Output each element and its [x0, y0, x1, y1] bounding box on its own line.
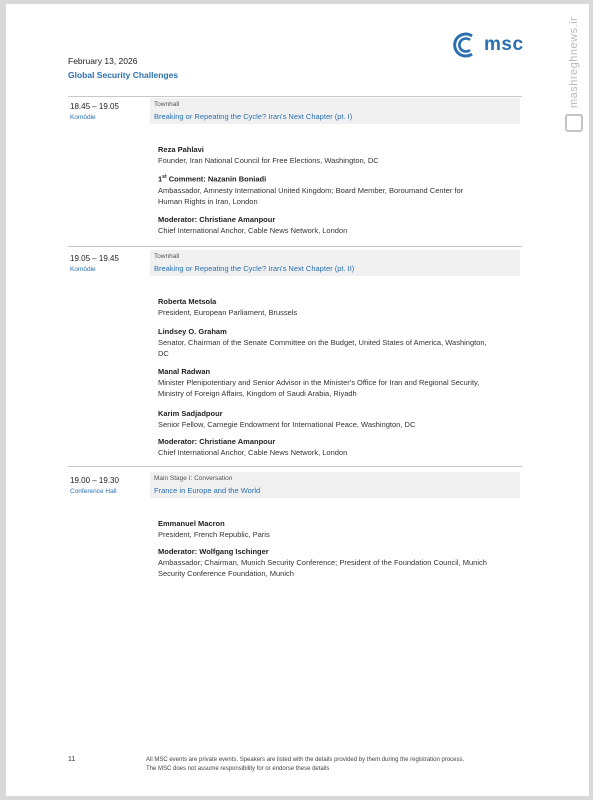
speaker-name: Emmanuel Macron — [158, 519, 225, 528]
speaker-role: Human Rights in Iran, London — [158, 196, 258, 206]
speaker-name: Lindsey O. Graham — [158, 327, 227, 336]
speaker-entry — [158, 326, 528, 359]
speaker-entry — [158, 296, 528, 318]
speaker-name: Moderator: Christiane Amanpour — [158, 437, 276, 446]
session-title: Breaking or Repeating the Cycle? Iran's Next Chapter (pt. I) — [154, 112, 353, 121]
speaker-entry — [158, 408, 528, 430]
session-type: Townhall — [154, 101, 180, 108]
speaker-name: Reza Pahlavi — [158, 145, 204, 154]
session-room: Conference Hall — [70, 488, 117, 495]
footer-disclaimer — [146, 756, 526, 774]
speaker-entry — [158, 214, 528, 236]
session-room: Komödie — [70, 114, 96, 121]
speaker-role: Ministry of Foreign Affairs, Kingdom of Saudi Arabia, Riyadh — [158, 389, 357, 398]
footer-disclaimer-line: All MSC events are private events. Speakers are listed with the details provided by them during the registration process. — [146, 757, 465, 763]
speaker-entry — [158, 518, 528, 540]
session-header-box — [150, 98, 520, 124]
speaker-role: Senator, Chairman of the Senate Committee on the Budget, United States of America, Washington, — [158, 338, 487, 347]
document-page — [6, 4, 589, 796]
session-type: Main Stage I: Conversation — [154, 475, 233, 482]
session-header-box — [150, 472, 520, 498]
speaker-name: Moderator: Wolfgang Ischinger — [158, 547, 269, 556]
msc-logo-icon — [450, 30, 480, 60]
speaker-role: President, European Parliament, Brussels — [158, 308, 298, 317]
session-room: Komödie — [70, 266, 96, 273]
session-type: Townhall — [154, 253, 180, 260]
speaker-entry — [158, 144, 528, 166]
watermark-text: mashreghnews.ir — [568, 16, 580, 108]
page-number: 11 — [68, 756, 76, 763]
session-title: France in Europe and the World — [154, 486, 261, 495]
speaker-role: DC — [158, 349, 169, 358]
speaker-role: Ambassador, Amnesty International United Kingdom; Board Member, Boroumand Center for — [158, 185, 464, 195]
speaker-name: Manal Radwan — [158, 367, 211, 376]
msc-logo-text: msc — [484, 34, 524, 55]
session-title: Breaking or Repeating the Cycle? Iran's Next Chapter (pt. II) — [154, 264, 355, 273]
speaker-name: Roberta Metsola — [158, 297, 217, 306]
divider — [68, 96, 522, 97]
speaker-role: Security Conference Foundation, Munich — [158, 569, 294, 578]
session-time: 19.05 – 19.45 — [70, 254, 119, 263]
speaker-entry — [158, 436, 528, 458]
speaker-role: Senior Fellow, Carnegie Endowment for International Peace, Washington, DC — [158, 420, 416, 429]
speaker-entry — [158, 366, 528, 399]
speaker-name: Moderator: Christiane Amanpour — [158, 215, 276, 224]
speaker-entry — [158, 172, 528, 207]
speaker-role: Minister Plenipotentiary and Senior Advisor in the Minister's Office for Iran and Regional Security, — [158, 378, 480, 387]
divider — [68, 466, 522, 467]
document-date: February 13, 2026 — [68, 56, 138, 66]
msc-logo — [450, 30, 524, 60]
watermark-logo-icon — [565, 114, 583, 132]
watermark — [563, 12, 585, 132]
footer-disclaimer-line: The MSC does not assume responsibility for or endorse these details — [146, 766, 330, 772]
speaker-name: Karim Sadjadpour — [158, 409, 223, 418]
document-subtitle: Global Security Challenges — [68, 70, 179, 80]
speaker-name: 1st Comment: Nazanin Boniadi — [158, 174, 267, 184]
speaker-role: Founder, Iran National Council for Free Elections, Washington, DC — [158, 156, 379, 165]
speaker-entry — [158, 546, 528, 579]
session-time: 18.45 – 19.05 — [70, 102, 119, 111]
speaker-role: Ambassador; Chairman, Munich Security Conference; President of the Foundation Council, Munich — [158, 558, 487, 567]
speaker-role: Chief International Anchor, Cable News Network, London — [158, 226, 348, 235]
divider — [68, 246, 522, 247]
session-time: 19.00 – 19.30 — [70, 476, 119, 485]
speaker-role: President, French Republic, Paris — [158, 530, 270, 539]
speaker-role: Chief International Anchor, Cable News Network, London — [158, 448, 348, 457]
session-header-box — [150, 250, 520, 276]
